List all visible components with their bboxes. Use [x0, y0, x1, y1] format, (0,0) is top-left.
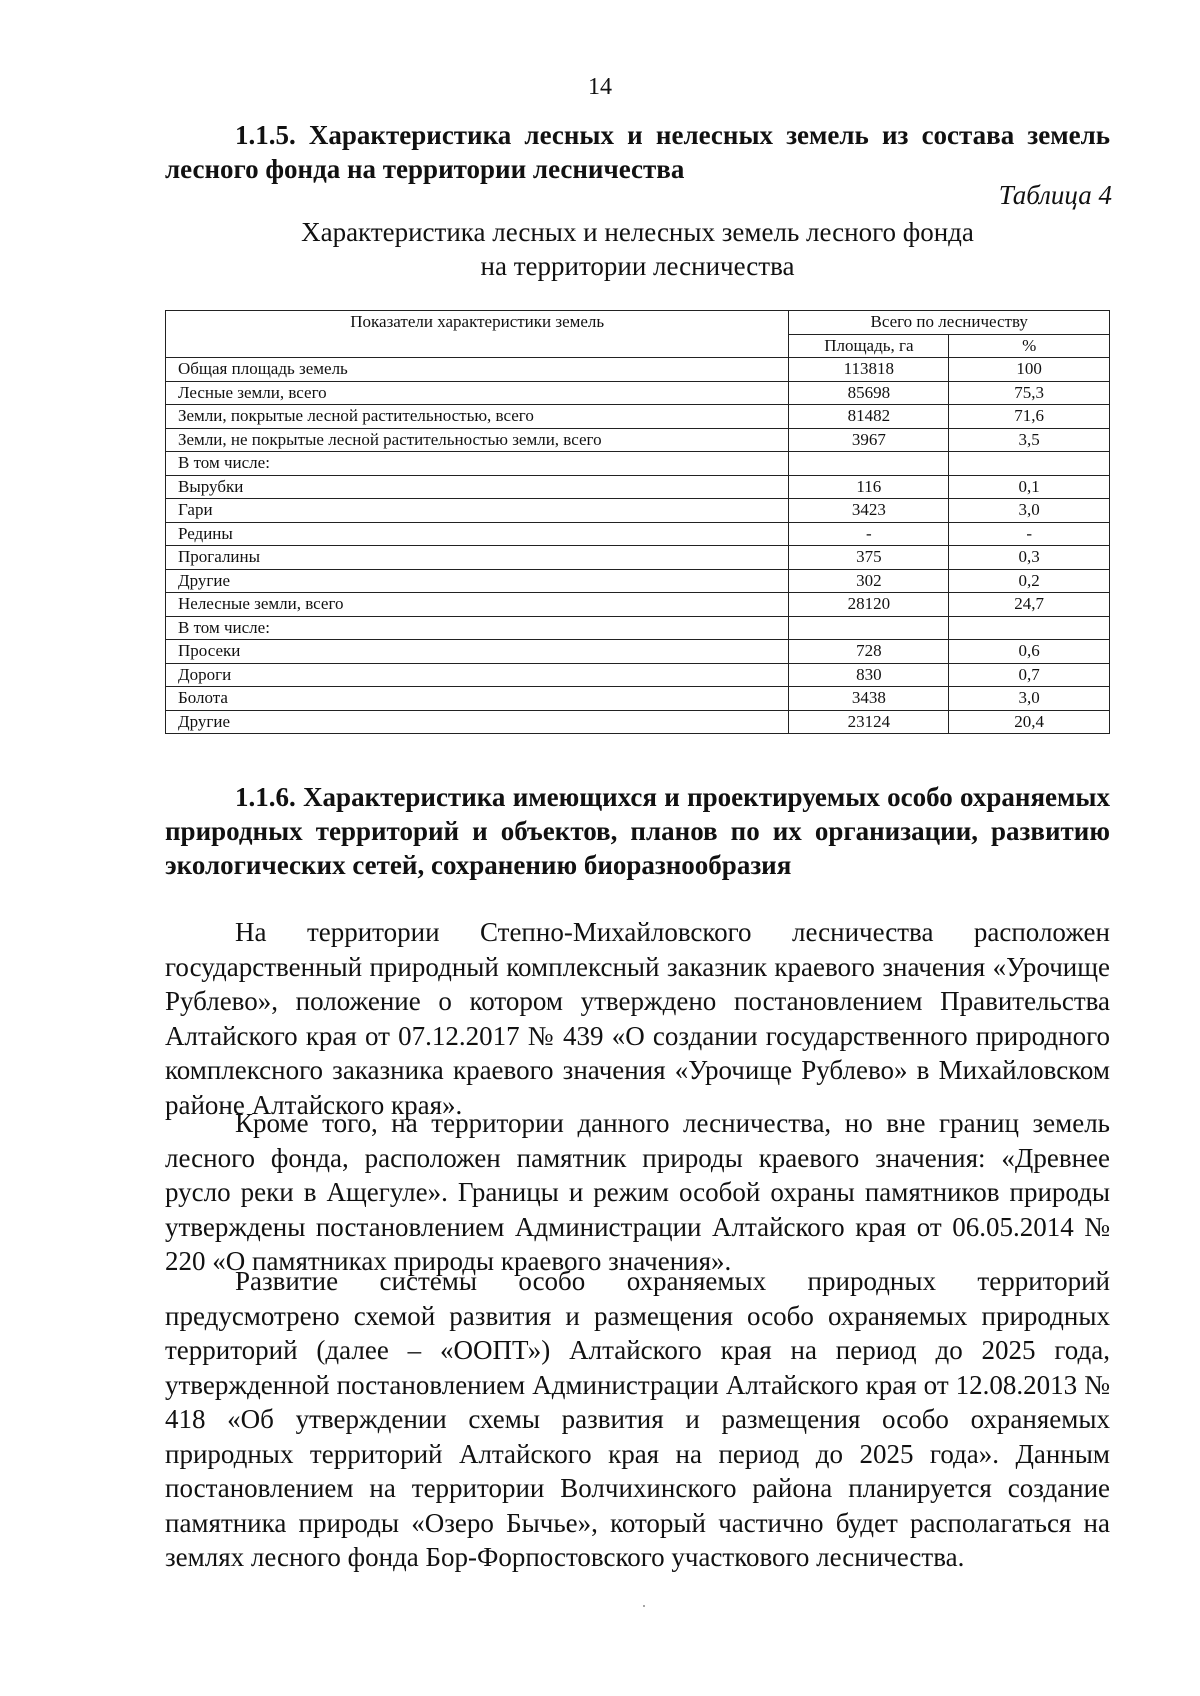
- table-caption-line-2: на территории лесничества: [480, 251, 795, 281]
- land-characteristics-table: [165, 310, 1110, 734]
- page-number: 14: [588, 74, 612, 100]
- header-indicator: Показатели характеристики земель: [166, 311, 789, 358]
- cell-indicator: Другие: [166, 569, 789, 593]
- cell-area: 81482: [789, 405, 949, 429]
- cell-percent: 0,7: [949, 663, 1110, 687]
- cell-percent: [949, 452, 1110, 476]
- cell-percent: 0,1: [949, 475, 1110, 499]
- table-row: [166, 452, 1110, 476]
- section-heading-1-1-6: [165, 780, 1110, 882]
- table-row: [166, 499, 1110, 523]
- cell-indicator: Редины: [166, 522, 789, 546]
- cell-area: 830: [789, 663, 949, 687]
- header-area: Площадь, га: [789, 334, 949, 358]
- cell-percent: 75,3: [949, 381, 1110, 405]
- paragraph-3: Развитие системы особо охраняемых природных территорий предусмотрено схемой развития и размещения особо охраняемых природных территорий (далее – «ООПТ») Алтайского края на период до 2025 года, утвержденной постановлением Администрации Алтайского края от 12.08.2013 № 418 «Об утверждении схемы развития и размещения особо охраняемых природных территорий Алтайского края на период до 2025 года». Данным постановлением на территории Волчихинского района планируется создание памятника природы «Озеро Бычье», который частично будет располагаться на землях лесного фонда Бор-Форпостовского участкового лесничества.: [165, 1266, 1110, 1572]
- table-caption-line-1: Характеристика лесных и нелесных земель лесного фонда: [301, 217, 974, 247]
- table-row: [166, 381, 1110, 405]
- table-label: Таблица 4: [998, 180, 1112, 210]
- paragraph-2: Кроме того, на территории данного лесничества, но вне границ земель лесного фонда, расположен памятник природы краевого значения: «Древнее русло реки в Ащегуле». Границы и режим особой охраны памятников природы утверждены постановлением Администрации Алтайского края от 06.05.2014 № 220 «О памятниках природы краевого значения».: [165, 1108, 1110, 1276]
- table-row: [166, 428, 1110, 452]
- table-row: [166, 475, 1110, 499]
- cell-area: [789, 452, 949, 476]
- table-header-row: [166, 311, 1110, 335]
- cell-percent: 20,4: [949, 710, 1110, 734]
- table-row: [166, 546, 1110, 570]
- cell-indicator: Общая площадь земель: [166, 358, 789, 382]
- cell-area: 728: [789, 640, 949, 664]
- table-row: [166, 358, 1110, 382]
- cell-percent: 71,6: [949, 405, 1110, 429]
- table-row: [166, 640, 1110, 664]
- cell-indicator: Болота: [166, 687, 789, 711]
- cell-percent: 3,0: [949, 499, 1110, 523]
- cell-indicator: В том числе:: [166, 616, 789, 640]
- cell-indicator: Нелесные земли, всего: [166, 593, 789, 617]
- section-title: Характеристика имеющихся и проектируемых особо охраняемых природных территорий и объектов, планов по их организации, развитию экологических сетей, сохранению биоразнообразия: [165, 782, 1111, 880]
- cell-indicator: Другие: [166, 710, 789, 734]
- cell-percent: 100: [949, 358, 1110, 382]
- section-number: 1.1.6.: [235, 782, 296, 812]
- cell-percent: -: [949, 522, 1110, 546]
- cell-percent: 0,2: [949, 569, 1110, 593]
- cell-percent: 24,7: [949, 593, 1110, 617]
- section-number: 1.1.5.: [235, 120, 296, 150]
- cell-area: 302: [789, 569, 949, 593]
- section-heading-1-1-5: [165, 118, 1110, 186]
- cell-indicator: Земли, покрытые лесной растительностью, всего: [166, 405, 789, 429]
- cell-area: 3423: [789, 499, 949, 523]
- table-row: [166, 569, 1110, 593]
- cell-percent: 3,0: [949, 687, 1110, 711]
- cell-indicator: Просеки: [166, 640, 789, 664]
- table-row: [166, 710, 1110, 734]
- table-row: [166, 522, 1110, 546]
- section-title: Характеристика лесных и нелесных земель из состава земель лесного фонда на территории лесничества: [165, 120, 1111, 184]
- cell-percent: 0,6: [949, 640, 1110, 664]
- cell-indicator: Вырубки: [166, 475, 789, 499]
- cell-percent: 0,3: [949, 546, 1110, 570]
- table-row: [166, 687, 1110, 711]
- cell-area: 28120: [789, 593, 949, 617]
- cell-area: 116: [789, 475, 949, 499]
- cell-area: 375: [789, 546, 949, 570]
- cell-indicator: В том числе:: [166, 452, 789, 476]
- cell-indicator: Дороги: [166, 663, 789, 687]
- cell-area: 85698: [789, 381, 949, 405]
- cell-area: 3967: [789, 428, 949, 452]
- cell-area: 113818: [789, 358, 949, 382]
- scan-speck: [643, 1605, 645, 1607]
- cell-indicator: Лесные земли, всего: [166, 381, 789, 405]
- table-row: [166, 593, 1110, 617]
- cell-indicator: Земли, не покрытые лесной растительностью земли, всего: [166, 428, 789, 452]
- header-percent: %: [949, 334, 1110, 358]
- cell-area: -: [789, 522, 949, 546]
- table-row: [166, 616, 1110, 640]
- cell-percent: [949, 616, 1110, 640]
- table-row: [166, 663, 1110, 687]
- table-caption: [165, 215, 1110, 283]
- cell-area: 3438: [789, 687, 949, 711]
- cell-indicator: Гари: [166, 499, 789, 523]
- cell-indicator: Прогалины: [166, 546, 789, 570]
- header-total: Всего по лесничеству: [789, 311, 1110, 335]
- cell-area: 23124: [789, 710, 949, 734]
- paragraph-1: На территории Степно-Михайловского лесничества расположен государственный природный комплексный заказник краевого значения «Урочище Рублево», положение о котором утверждено постановлением Правительства Алтайского края от 07.12.2017 № 439 «О создании государственного природного комплексного заказника краевого значения «Урочище Рублево» в Михайловском районе Алтайского края».: [165, 917, 1110, 1120]
- cell-percent: 3,5: [949, 428, 1110, 452]
- table-row: [166, 405, 1110, 429]
- cell-area: [789, 616, 949, 640]
